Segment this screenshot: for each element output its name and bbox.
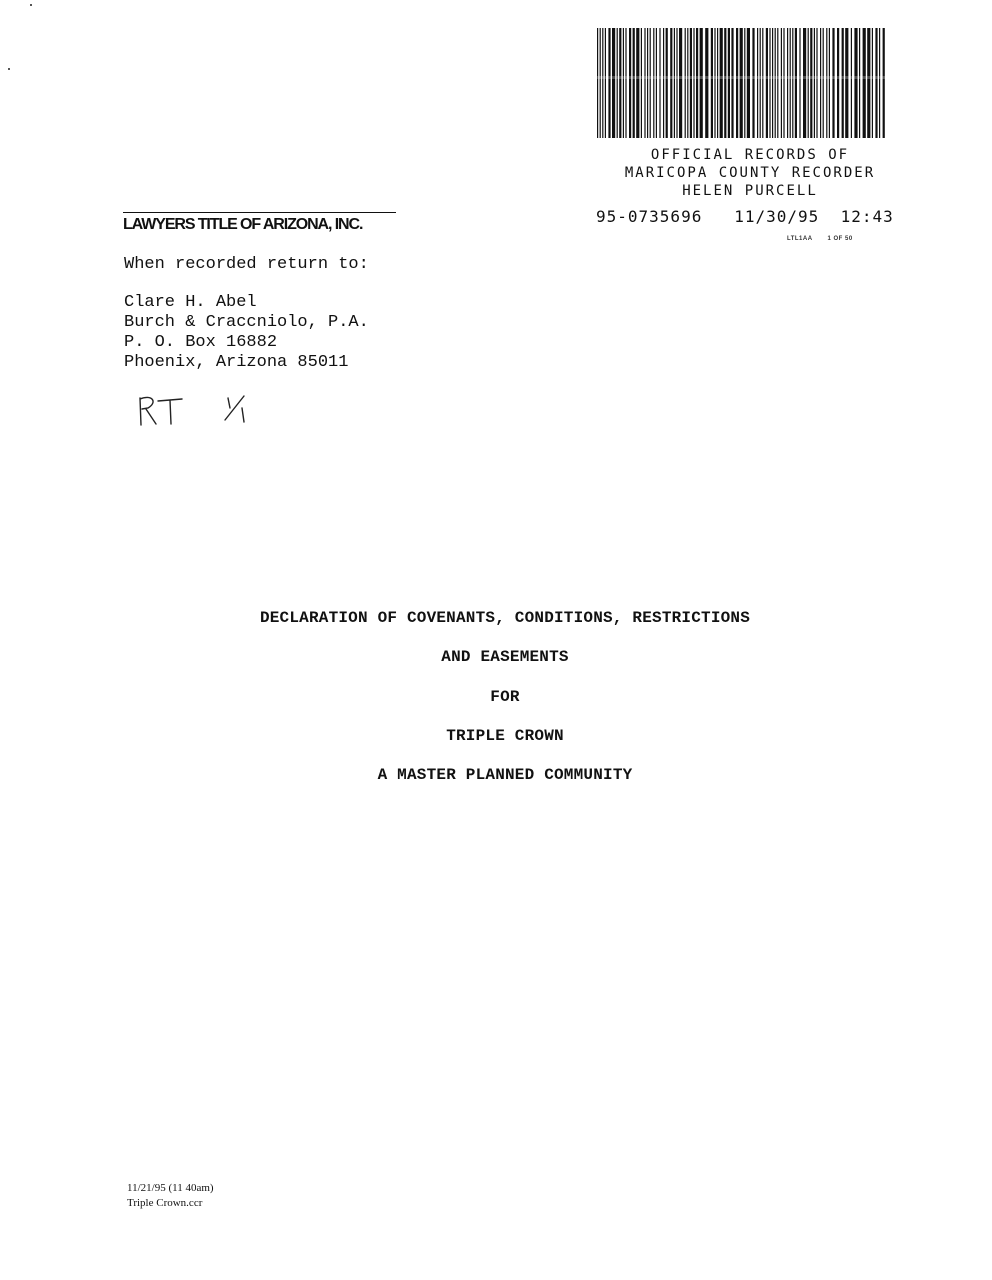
title-line: AND EASEMENTS bbox=[441, 648, 569, 666]
recording-info bbox=[596, 207, 894, 226]
title-line: DECLARATION OF COVENANTS, CONDITIONS, RESTRICTIONS bbox=[259, 609, 751, 627]
title-line: TRIPLE CROWN bbox=[446, 727, 564, 745]
small-code-b: 1 OF 50 bbox=[827, 236, 853, 242]
recorder-stamp-line-2: MARICOPA COUNTY RECORDER bbox=[624, 165, 876, 181]
return-to-heading: When recorded return to: bbox=[124, 255, 369, 274]
recorder-small-codes bbox=[787, 236, 853, 242]
record-date: 11/30/95 bbox=[734, 207, 820, 226]
footer-date: 11/21/95 (11 40am) bbox=[127, 1182, 214, 1194]
return-to-line: Clare H. Abel bbox=[124, 293, 257, 312]
scan-speck bbox=[30, 4, 32, 6]
scan-speck bbox=[8, 68, 10, 70]
record-time: 12:43 bbox=[840, 207, 894, 226]
title-line: A MASTER PLANNED COMMUNITY bbox=[377, 766, 633, 784]
return-to-line: Phoenix, Arizona 85011 bbox=[124, 353, 349, 372]
return-to-line: P. O. Box 16882 bbox=[124, 333, 278, 352]
company-rule bbox=[123, 212, 396, 213]
footer-filename: Triple Crown.ccr bbox=[127, 1197, 203, 1209]
title-line: FOR bbox=[490, 688, 520, 706]
recorder-stamp-line-3: HELEN PURCELL bbox=[682, 183, 818, 199]
return-to-line: Burch & Craccniolo, P.A. bbox=[124, 313, 369, 332]
recorder-stamp-line-1: OFFICIAL RECORDS OF bbox=[650, 147, 850, 163]
small-code-a: LTL1AA bbox=[787, 236, 813, 242]
company-name: LAWYERS TITLE OF ARIZONA, INC. bbox=[123, 216, 363, 233]
record-number: 95-0735696 bbox=[596, 207, 703, 226]
handwritten-note bbox=[134, 390, 264, 430]
barcode-image bbox=[597, 28, 887, 138]
